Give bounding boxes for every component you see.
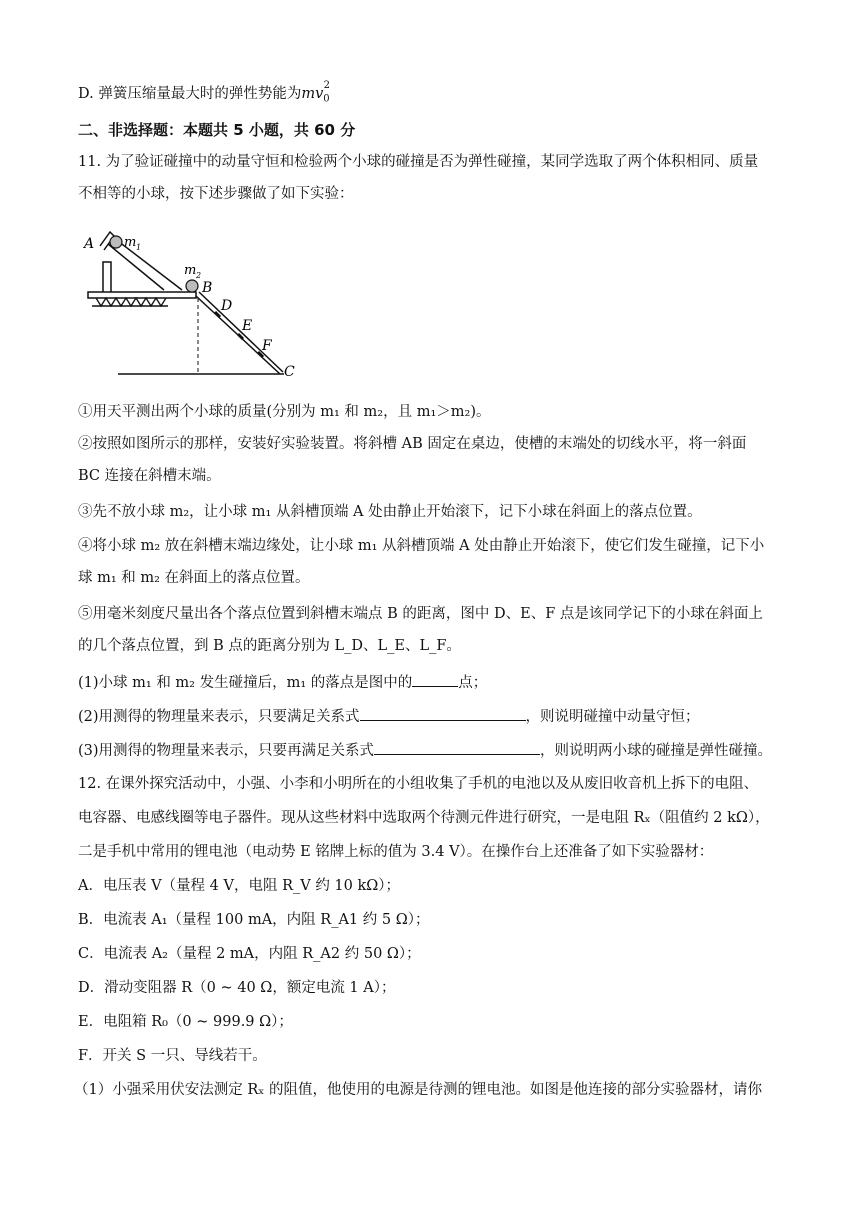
subq3-text: (3)用测得的物理量来表示，只要再满足关系式 [78, 743, 375, 759]
q12-line2: 电容器、电感线圈等电子器件。现从这些材料中选取两个待测元件进行研究，一是电阻 Rₓ（阻值约 2 kΩ）， [78, 810, 770, 826]
subq1-blank[interactable] [412, 672, 458, 687]
subq3-blank[interactable] [374, 740, 540, 755]
q12-line1: 12. 在课外探究活动中，小强、小李和小明所在的小组收集了手机的电池以及从废旧收音机上拆下的电阻、 [78, 776, 759, 792]
subq2-blank[interactable] [360, 706, 526, 721]
label-C: C [284, 364, 295, 380]
subq2-text: (2)用测得的物理量来表示，只要满足关系式 [78, 709, 360, 725]
experiment-figure [78, 226, 308, 382]
option-d-expr: mv [301, 85, 324, 102]
step3: ③先不放小球 m₂，让小球 m₁ 从斜槽顶端 A 处由静止开始滚下，记下小球在斜面上的落点位置。 [78, 504, 702, 520]
option-e: E．电阻箱 R₀（0 ~ 999.9 Ω）； [78, 1014, 293, 1030]
ball-m2 [186, 280, 198, 292]
subq1-end: 点； [458, 675, 488, 691]
label-m2: m [184, 263, 197, 278]
part1: （1）小强采用伏安法测定 Rₓ 的阻值，他使用的电源是待测的锂电池。如图是他连接的部分实验器材，请你 [74, 1082, 763, 1098]
q12-line3: 二是手机中常用的锂电池（电动势 E 铭牌上标的值为 3.4 V）。在操作台上还准备了如下实验器材： [78, 844, 714, 860]
ball-m1 [110, 236, 122, 248]
option-a: A．电压表 V（量程 4 V，电阻 R_V 约 10 kΩ）； [78, 878, 401, 894]
label-E: E [242, 318, 253, 334]
option-d-equip: D．滑动变阻器 R（0 ~ 40 Ω，额定电流 1 A）； [78, 980, 396, 996]
mark-E [238, 334, 243, 339]
q11-line2: 不相等的小球，按下述步骤做了如下实验： [78, 186, 354, 202]
section-title: 二、非选择题：本题共 5 小题，共 60 分 [78, 121, 356, 139]
step4-a: ④将小球 m₂ 放在斜槽末端边缘处，让小球 m₁ 从斜槽顶端 A 处由静止开始滚下，使它们发生碰撞，记下小 [78, 538, 765, 554]
step5-a: ⑤用毫米刻度尺量出各个落点位置到斜槽末端点 B 的距离，图中 D、E、F 点是该同学记下的小球在斜面上 [78, 606, 763, 622]
spring-base [96, 298, 166, 306]
label-B: B [202, 280, 213, 296]
option-b: B．电流表 A₁（量程 100 mA，内阻 R_A1 约 5 Ω）； [78, 912, 430, 928]
step4-b: 球 m₁ 和 m₂ 在斜面上的落点位置。 [78, 570, 310, 586]
option-c: C．电流表 A₂（量程 2 mA，内阻 R_A2 约 50 Ω）； [78, 946, 421, 962]
label-A: A [84, 236, 95, 252]
label-D: D [221, 298, 233, 314]
subq3-end: ，则说明两小球的碰撞是弹性碰撞。 [540, 743, 773, 759]
step2-a: ②按照如图所示的那样，安装好实验装置。将斜槽 AB 固定在桌边，使槽的末端处的切线水平，将一斜面 [78, 436, 747, 452]
option-f: F．开关 S 一只、导线若干。 [78, 1048, 267, 1064]
subq2 [78, 706, 700, 727]
subq2-end: ，则说明碰撞中动量守恒； [525, 709, 700, 725]
subq1-text: (1)小球 m₁ 和 m₂ 发生碰撞后，m₁ 的落点是图中的 [78, 675, 413, 691]
step1: ①用天平测出两个小球的质量(分别为 m₁ 和 m₂，且 m₁＞m₂)。 [78, 404, 491, 420]
q11-line1: 11. 为了验证碰撞中的动量守恒和检验两个小球的碰撞是否为弹性碰撞，某同学选取了两个体积相同、质量 [78, 154, 759, 170]
incline-lower [199, 292, 283, 372]
table-top [88, 292, 196, 298]
option-d-text: D. 弹簧压缩量最大时的弹性势能为 [78, 85, 302, 102]
mark-D [215, 312, 220, 317]
subq3 [78, 740, 772, 761]
option-d [78, 80, 336, 110]
label-m1: m [124, 235, 137, 250]
stand-post [103, 262, 111, 294]
label-m2-sub: 2 [196, 271, 202, 280]
subq1 [78, 672, 487, 693]
label-F: F [262, 338, 272, 354]
option-d-sup: 2 [323, 80, 331, 91]
label-m1-sub: 1 [136, 243, 142, 252]
option-d-sub: 0 [323, 93, 330, 105]
step5-b: 的几个落点位置，到 B 点的距离分别为 L_D、L_E、L_F。 [78, 638, 461, 654]
step2-b: BC 连接在斜槽末端。 [78, 468, 221, 484]
